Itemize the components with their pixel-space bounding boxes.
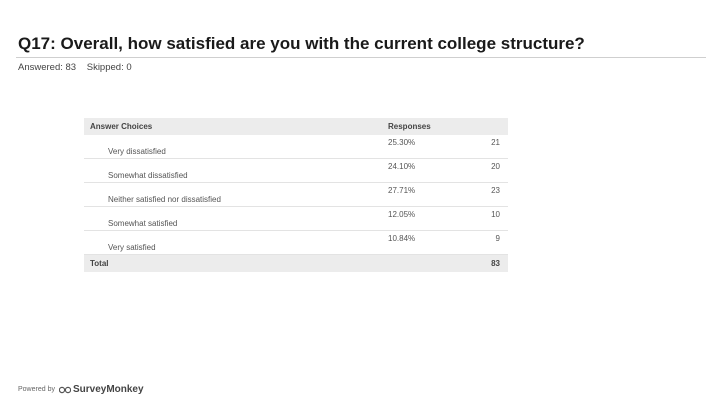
title-divider [16, 57, 706, 58]
row-percent: 25.30% [388, 138, 416, 147]
response-summary [18, 62, 140, 73]
row-count: 21 [491, 138, 500, 147]
table-row [84, 159, 508, 183]
skipped-count: Skipped: 0 [86, 62, 132, 73]
row-count: 10 [491, 210, 500, 219]
row-count: 20 [491, 162, 500, 171]
table-row [84, 183, 508, 207]
row-percent: 12.05% [388, 210, 416, 219]
table-row [84, 207, 508, 231]
row-choice: Very dissatisfied [108, 146, 166, 156]
brand-name: SurveyMonkey [72, 384, 144, 395]
header-answer-choices: Answer Choices [90, 122, 153, 131]
row-percent: 24.10% [388, 162, 416, 171]
responses-table [84, 118, 508, 272]
row-count: 9 [495, 234, 500, 243]
powered-by-label: Powered by [18, 386, 55, 393]
answered-count: Answered: 83 [18, 62, 77, 73]
brand-logo [59, 384, 144, 395]
row-choice: Somewhat satisfied [108, 218, 178, 228]
powered-by-footer [18, 384, 144, 395]
total-label: Total [90, 259, 109, 268]
row-percent: 10.84% [388, 234, 416, 243]
row-choice: Neither satisfied nor dissatisfied [108, 194, 221, 204]
surveymonkey-logo-icon [59, 386, 71, 394]
row-choice: Somewhat dissatisfied [108, 170, 188, 180]
table-header-row [84, 118, 508, 135]
row-choice: Very satisfied [108, 242, 156, 252]
row-percent: 27.71% [388, 186, 416, 195]
total-count: 83 [491, 259, 500, 268]
row-count: 23 [491, 186, 500, 195]
question-title: Q17: Overall, how satisfied are you with the current college structure? [18, 34, 585, 53]
table-total-row [84, 255, 508, 272]
header-responses: Responses [388, 122, 431, 131]
table-row [84, 135, 508, 159]
table-row [84, 231, 508, 255]
